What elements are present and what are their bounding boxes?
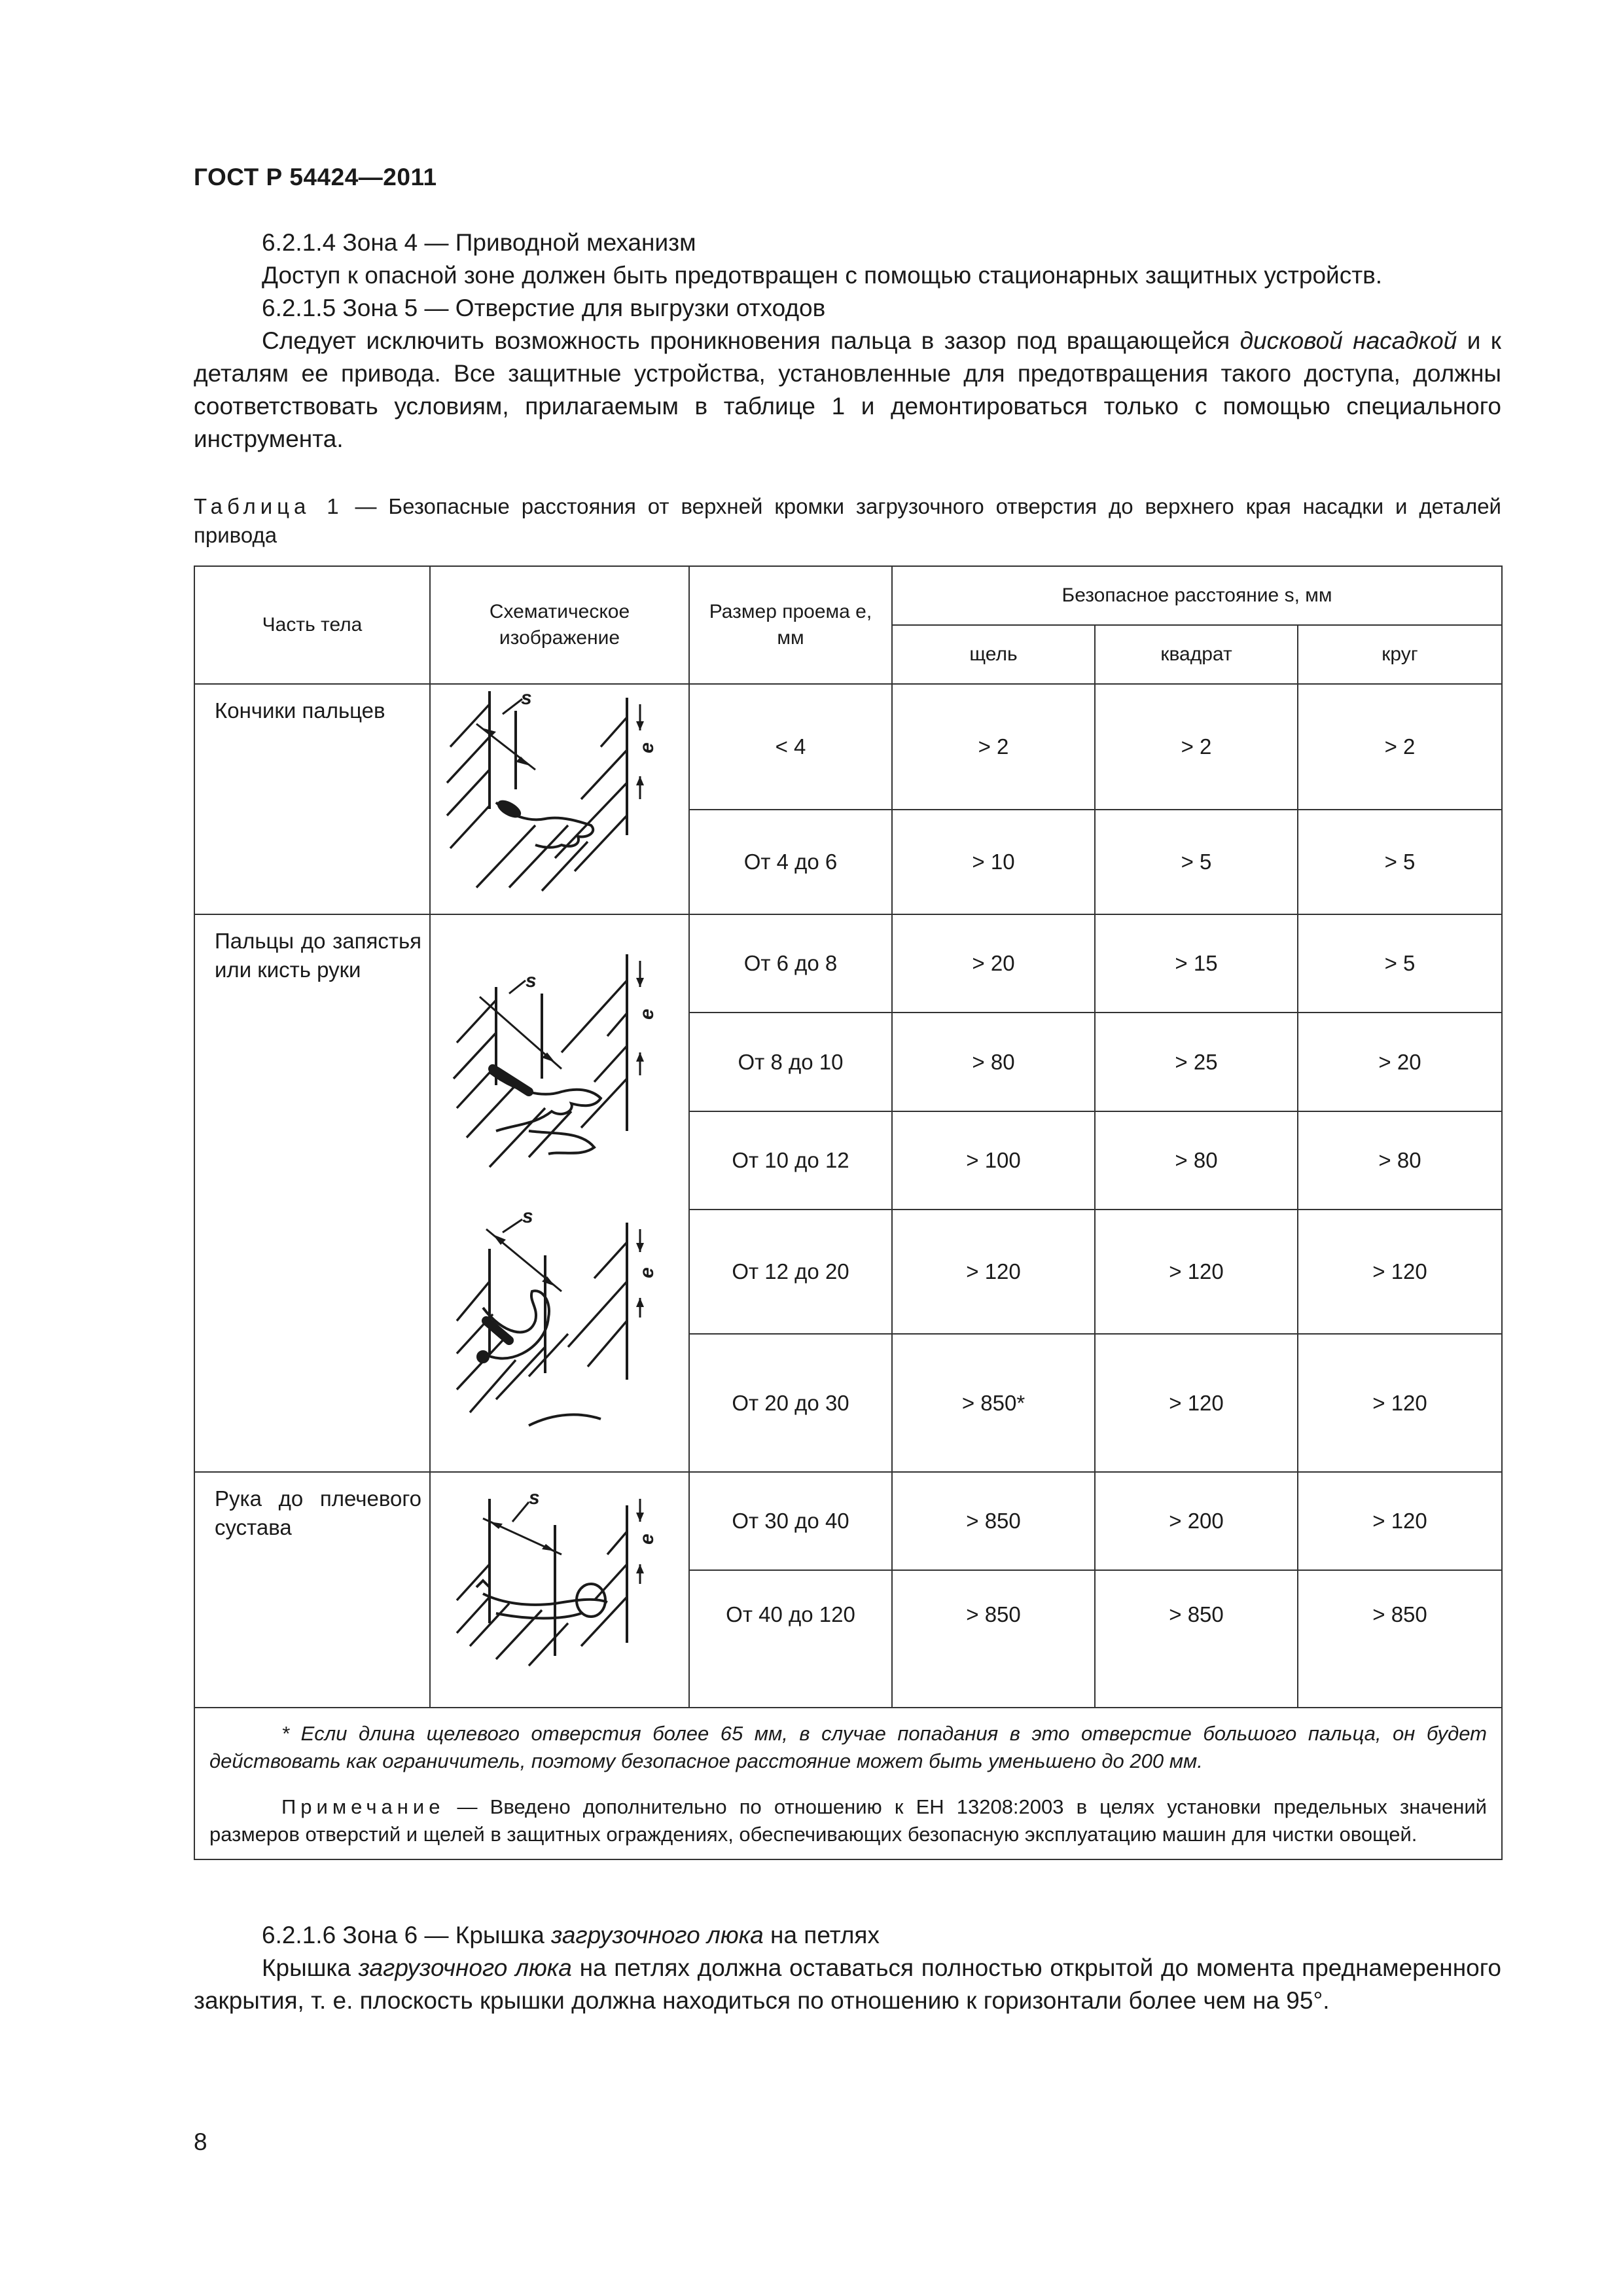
cell-size: От 10 до 12 [689,1111,892,1210]
cell-slot: > 10 [892,810,1095,914]
cell-square: > 25 [1095,1013,1298,1111]
table-caption-text: — Безопасные расстояния от верхней кромки загрузочного отверстия до верхнего края насадки и деталей привода [194,494,1501,547]
cell-circle: > 120 [1298,1472,1502,1570]
finger-hand-diagram [431,915,688,1471]
cell-size: От 30 до 40 [689,1472,892,1570]
text-run: на петлях [763,1922,880,1948]
part-arm [194,1472,430,1708]
header-square: квадрат [1095,625,1298,684]
table-footnote: * Если длина щелевого отверстия более 65 мм, в случае попадания в это отверстие большого пальца, он будет действовать как ограничитель, поэтому безопасное расстояние может быть уменьшено до 200 мм. [209,1722,1487,1772]
part-label: Пальцы до запястья или кисть руки [215,929,421,982]
emphasis-term: загрузочного люка [358,1954,572,1981]
cell-square: > 2 [1095,684,1298,810]
document-header: ГОСТ Р 54424—2011 [194,164,437,190]
cell-slot: > 850* [892,1334,1095,1472]
cell-slot: > 120 [892,1210,1095,1334]
cell-slot: > 850 [892,1472,1095,1570]
arm-diagram [431,1473,688,1669]
text-run: Следует исключить возможность проникновения пальца в зазор под вращающейся [262,327,1240,354]
table-notes [194,1708,1502,1859]
text-run: Крышка [262,1954,359,1981]
table-row [194,1472,1502,1570]
label-s: s [529,1487,540,1509]
cell-square: > 5 [1095,810,1298,914]
table-row [194,914,1502,1013]
label-s: s [522,1206,533,1227]
emphasis-term: дисковой насадкой [1240,327,1457,354]
cell-size: От 8 до 10 [689,1013,892,1111]
cell-square: > 80 [1095,1111,1298,1210]
header-circle: круг [1298,625,1502,684]
table-caption-label: Таблица 1 [194,494,344,518]
cell-slot: > 80 [892,1013,1095,1111]
cell-slot: > 2 [892,684,1095,810]
cell-size: От 6 до 8 [689,914,892,1013]
cell-circle: > 5 [1298,914,1502,1013]
cell-circle: > 80 [1298,1111,1502,1210]
table-note [209,1793,1487,1848]
part-label: Рука до плечевого сустава [215,1486,421,1539]
cell-square: > 120 [1095,1334,1298,1472]
scheme-fingertips [430,684,689,914]
label-e: e [636,1009,658,1020]
part-fingers [194,914,430,1472]
header-part: Часть тела [194,566,430,684]
closing-text [194,1919,1501,2017]
cell-size: От 40 до 120 [689,1570,892,1708]
label-s: s [526,970,537,992]
label-e: e [636,1534,658,1545]
label-s: s [521,687,532,709]
part-label: Кончики пальцев [215,698,385,723]
table-notes-row [194,1708,1502,1859]
paragraph-6-2-1-4: 6.2.1.4 Зона 4 — Приводной механизм [262,229,696,256]
cell-circle: > 20 [1298,1013,1502,1111]
table-row [194,684,1502,810]
intro-text [194,226,1501,456]
header-size: Размер проема e, мм [689,566,892,684]
cell-square: > 850 [1095,1570,1298,1708]
safety-distance-table [194,565,1503,1860]
cell-square: > 15 [1095,914,1298,1013]
cell-circle: > 120 [1298,1334,1502,1472]
cell-size: От 12 до 20 [689,1210,892,1334]
scheme-fingers [430,914,689,1472]
cell-circle: > 120 [1298,1210,1502,1334]
text-run: и к деталям ее привода. Все защитные устройства, установленные для предотвращения такого доступа, должны соответствовать условиям, прилагаемым в таблице 1 и демонтироваться только с помощью специального инструмента. [194,327,1501,452]
text-run: на петлях должна оставаться полностью открытой до момента преднамеренного закрытия, т. е. плоскость крышки должна находиться по отношению к горизонтали более чем на 95°. [194,1954,1502,2014]
label-e: e [636,742,658,753]
cell-slot: > 20 [892,914,1095,1013]
cell-slot: > 850 [892,1570,1095,1708]
note-text: — Введено дополнительно по отношению к ЕН 13208:2003 в целях установки предельных значений размеров отверстий и щелей в защитных ограждениях, обеспечивающих безопасную эксплуатацию машин для чистки овощей. [209,1795,1487,1846]
part-fingertips [194,684,430,914]
cell-circle: > 2 [1298,684,1502,810]
scheme-arm [430,1472,689,1708]
emphasis-term: загрузочного люка [551,1922,764,1948]
fingertip-diagram [431,685,688,914]
cell-circle: > 850 [1298,1570,1502,1708]
label-e: e [636,1267,658,1278]
header-scheme: Схематическое изображение [430,566,689,684]
cell-circle: > 5 [1298,810,1502,914]
cell-size: От 4 до 6 [689,810,892,914]
header-slot: щель [892,625,1095,684]
paragraph-6-2-1-5: 6.2.1.5 Зона 5 — Отверстие для выгрузки отходов [262,295,826,321]
paragraph-zone5-text [194,325,1501,456]
text-run: 6.2.1.6 Зона 6 — Крышка [262,1922,552,1948]
paragraph-zone4-text: Доступ к опасной зоне должен быть предотвращен с помощью стационарных защитных устройств. [262,262,1383,289]
cell-size: < 4 [689,684,892,810]
note-label: Примечание [281,1795,445,1818]
header-safe-distance: Безопасное расстояние s, мм [892,566,1502,625]
cell-square: > 120 [1095,1210,1298,1334]
cell-slot: > 100 [892,1111,1095,1210]
cell-square: > 200 [1095,1472,1298,1570]
page-number: 8 [194,2128,207,2155]
paragraph-zone6-text [194,1952,1501,2017]
paragraph-6-2-1-6 [194,1919,1501,1952]
table-caption [194,492,1501,550]
cell-size: От 20 до 30 [689,1334,892,1472]
